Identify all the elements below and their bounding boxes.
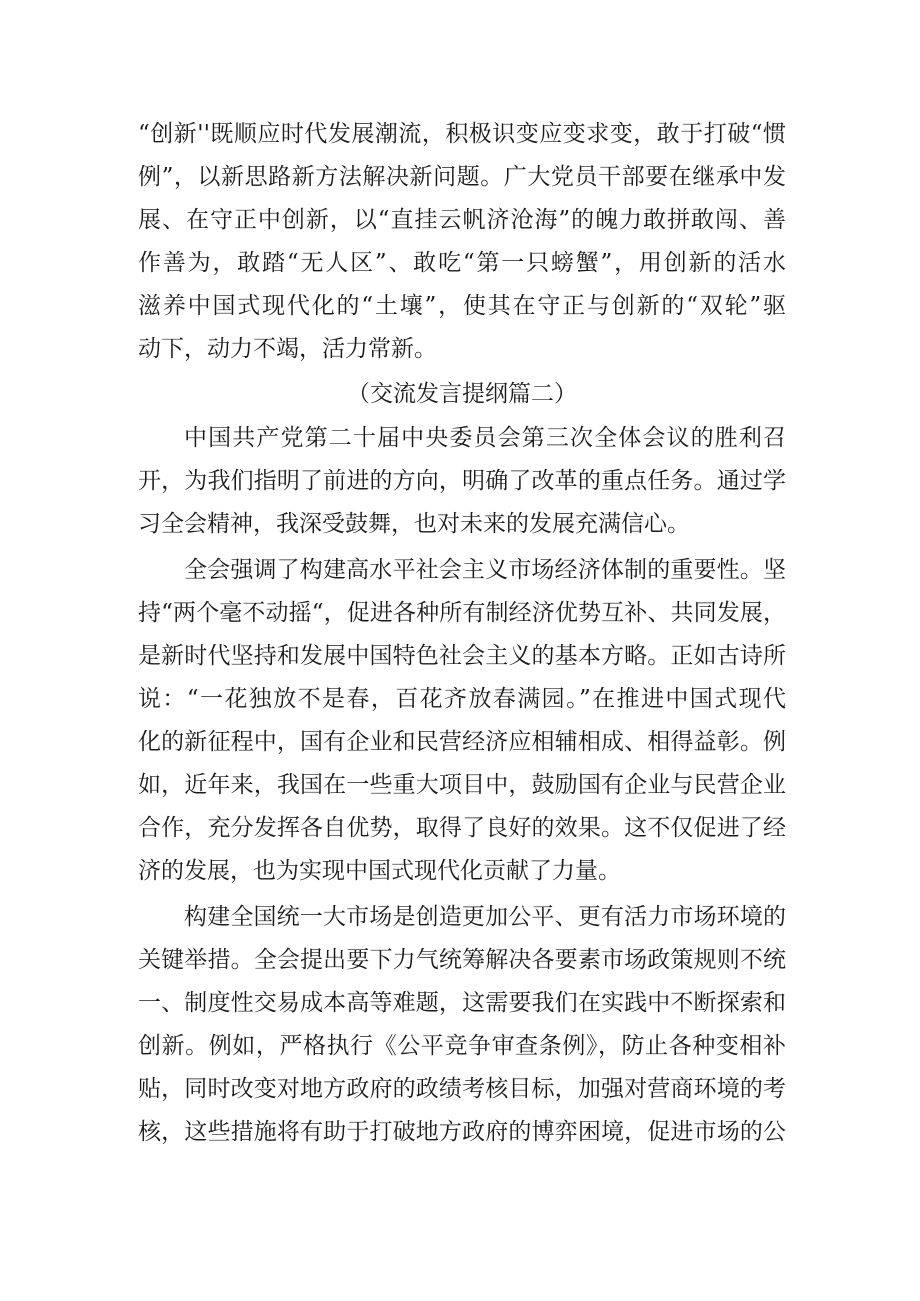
text-line: 济的发展，也为实现中国式现代化贡献了力量。 <box>138 858 621 884</box>
section-heading: （交流发言提纲篇二） <box>347 381 577 407</box>
text-line: 关键举措。全会提出要下力气统筹解决各要素市场政策规则不统 <box>138 947 786 973</box>
section-1-paragraph <box>138 113 786 371</box>
text-line: 开，为我们指明了前进的方向，明确了改革的重点任务。通过学 <box>138 468 786 494</box>
text-line: 贴，同时改变对地方政府的政绩考核目标，加强对营商环境的考 <box>138 1076 786 1102</box>
text-line: 习全会精神，我深受鼓舞，也对未来的发展充满信心。 <box>138 511 690 537</box>
paragraph-1 <box>138 417 786 546</box>
text-line: 一、制度性交易成本高等难题，这需要我们在实践中不断探索和 <box>138 990 786 1016</box>
text-line: 说：“一花独放不是春，百花齐放春满园。”在推进中国式现代 <box>138 686 786 712</box>
document-page <box>138 113 786 1154</box>
text-line: 合作，充分发挥各自优势，取得了良好的效果。这不仅促进了经 <box>138 815 786 841</box>
text-line: 化的新征程中，国有企业和民营经济应相辅相成、相得益彰。例 <box>138 729 786 755</box>
text-line: 作善为，敢踏“无人区”、敢吃“第一只螃蟹”，用创新的活水 <box>138 250 786 276</box>
text-line: 是新时代坚持和发展中国特色社会主义的基本方略。正如古诗所 <box>138 643 786 669</box>
paragraph-2 <box>138 549 786 893</box>
text-line: 全会强调了构建高水平社会主义市场经济体制的重要性。坚 <box>184 557 786 583</box>
text-line: 中国共产党第二十届中央委员会第三次全体会议的胜利召 <box>184 425 786 451</box>
text-line: 例”，以新思路新方法解决新问题。广大党员干部要在继承中发 <box>138 164 786 190</box>
text-line: 展、在守正中创新，以“直挂云帆济沧海”的魄力敢拼敢闯、善 <box>138 207 786 233</box>
text-line: 滋养中国式现代化的“土壤”，使其在守正与创新的“双轮”驱 <box>138 293 786 319</box>
text-line: 核，这些措施将有助于打破地方政府的博弈困境，促进市场的公 <box>138 1119 786 1145</box>
paragraph-3 <box>138 896 786 1154</box>
text-line: 动下，动力不竭，活力常新。 <box>138 336 437 362</box>
text-line: 如，近年来，我国在一些重大项目中，鼓励国有企业与民营企业 <box>138 772 786 798</box>
text-line: “创新''既顺应时代发展潮流，积极识变应变求变，敢于打破“惯 <box>138 121 786 147</box>
text-line: 创新。例如，严格执行《公平竞争审查条例》，防止各种变相补 <box>138 1033 786 1059</box>
text-line: 持“两个毫不动摇“，促进各种所有制经济优势互补、共同发展， <box>138 600 786 626</box>
text-line: 构建全国统一大市场是创造更加公平、更有活力市场环境的 <box>184 904 786 930</box>
